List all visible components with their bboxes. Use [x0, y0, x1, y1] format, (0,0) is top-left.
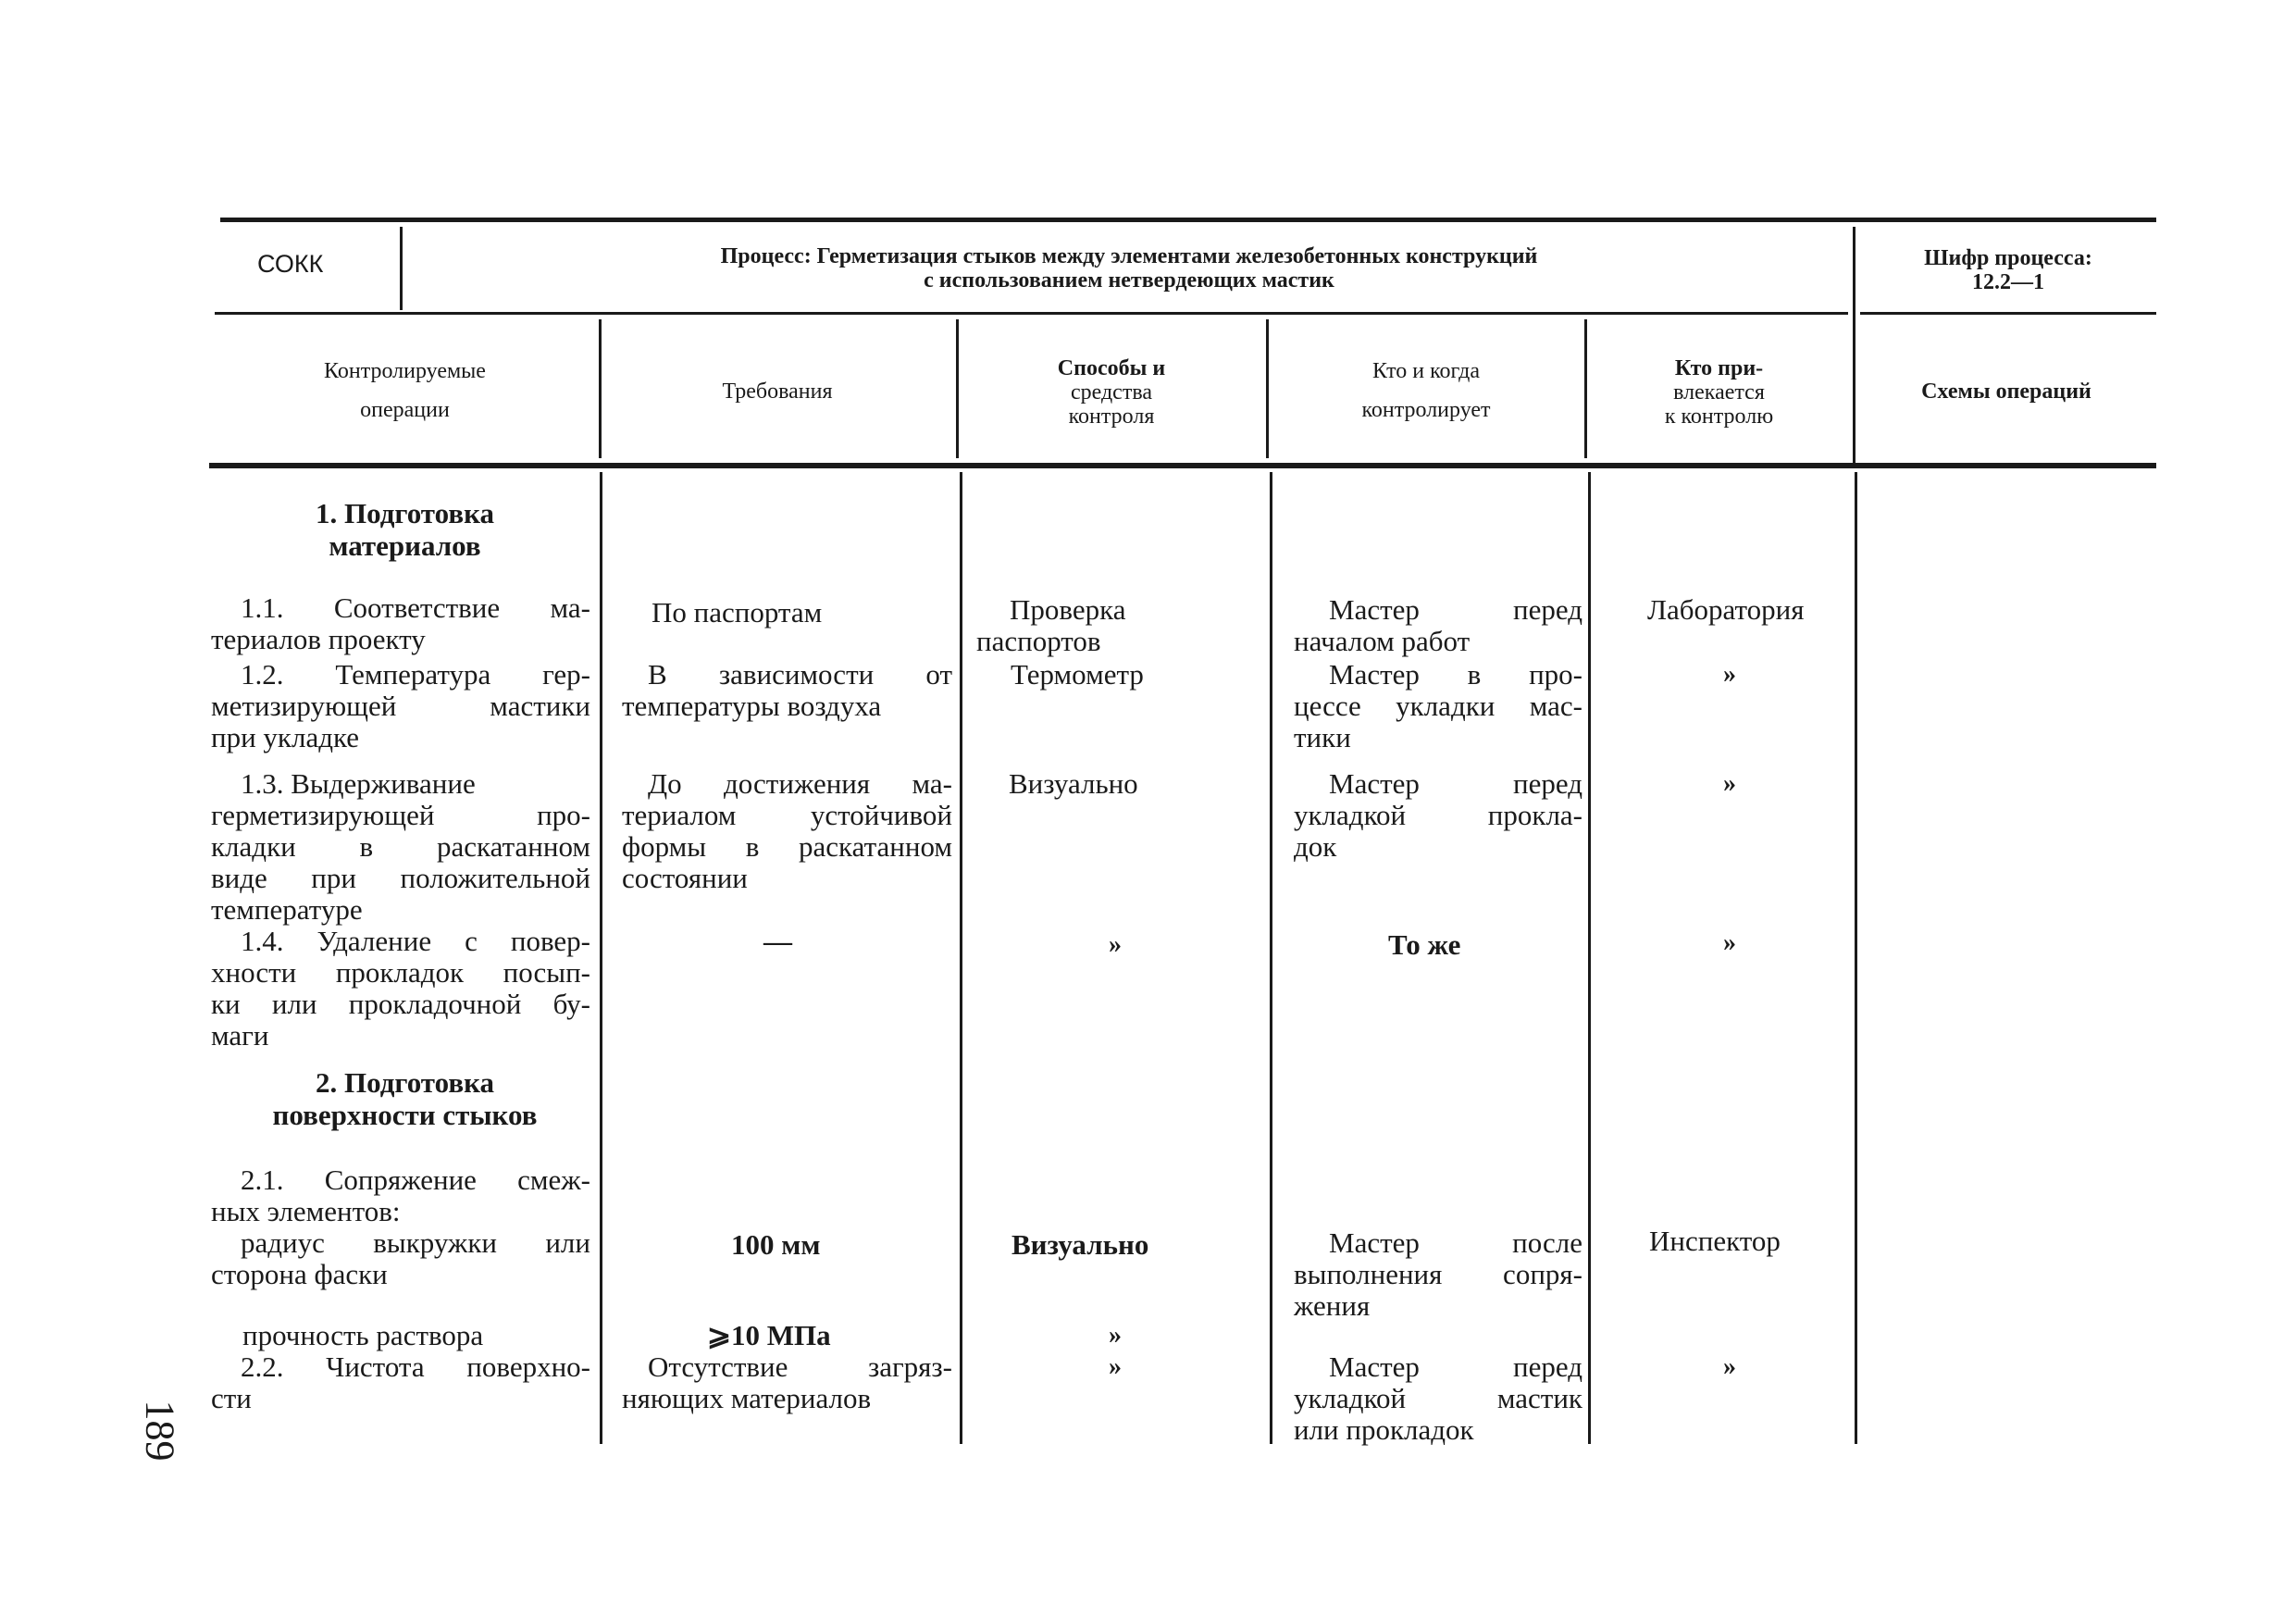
col5-line2: влекается [1673, 380, 1765, 404]
r13-op-2: герметизирующей про- [211, 799, 590, 831]
r22-who-1: Мастер перед [1329, 1350, 1582, 1383]
section-1-line2: материалов [329, 529, 481, 562]
r11-method-1: Проверка [1010, 593, 1126, 626]
page-number: 189 [137, 1400, 183, 1462]
row-1-4-who: То же [1388, 928, 1461, 961]
r12-who-2: цессе укладки мас- [1294, 690, 1582, 722]
row-1-2-who [1294, 659, 1582, 753]
row-2-2-method: » [1109, 1352, 1122, 1381]
row-2-1a-operation [211, 1227, 590, 1290]
r14-op-1: 1.4. Удаление с повер- [241, 925, 590, 957]
header-divider-2 [1853, 227, 1855, 467]
row-2-1a-requirement: 100 мм [731, 1228, 821, 1261]
row-1-4-requirement: — [763, 925, 792, 957]
col5-line1: Кто при- [1674, 356, 1764, 380]
r14-op-2: хности прокладок посып- [211, 956, 590, 989]
row-1-4-operation [211, 926, 590, 1052]
r12-req-2: температуры воздуха [622, 690, 882, 722]
r13-op-3: кладки в раскатанном [211, 830, 590, 863]
row-1-2-method: Термометр [1011, 658, 1144, 691]
row-1-3-operation [211, 768, 590, 926]
top-rule [220, 218, 2156, 222]
r13-req-3: формы в раскатанном [622, 830, 952, 863]
row-1-3-requirement [622, 768, 952, 894]
process-line-1: Процесс: Герметизация стыков между элементами железобетонных конструкций [720, 244, 1538, 268]
r22-req-1: Отсутствие загряз- [648, 1350, 952, 1383]
row-2-2-operation [211, 1351, 590, 1414]
sokk-label: СОКК [257, 250, 324, 278]
header-rule [215, 312, 1848, 315]
r13-op-5: температуре [211, 893, 363, 926]
body-divider-1 [600, 472, 602, 1444]
col-header-methods [959, 356, 1264, 429]
r21-op-2: ных элементов: [211, 1195, 401, 1227]
col3-line3: контроля [1068, 404, 1155, 429]
r12-req-1: В зависимости от [648, 658, 952, 691]
row-1-2-operation [211, 659, 590, 753]
row-1-4-involved: » [1723, 928, 1736, 957]
row-2-2-who [1294, 1351, 1582, 1446]
row-2-1b-requirement: ⩾10 МПа [707, 1319, 831, 1351]
cipher-value: 12.2—1 [1972, 270, 2044, 294]
col1-line2: операции [360, 398, 450, 422]
row-2-2-requirement [622, 1351, 952, 1414]
col-header-who-when [1269, 352, 1583, 429]
r22-op-1: 2.2. Чистота поверхно- [241, 1350, 590, 1383]
body-divider-2 [960, 472, 962, 1444]
row-1-1-method [976, 594, 1125, 657]
process-line-2: с использованием нетвердеющих мастик [924, 268, 1334, 292]
body-divider-4 [1588, 472, 1591, 1444]
r21a-op-2: сторона фаски [211, 1258, 388, 1290]
col-header-involved [1587, 356, 1851, 429]
r11-method-2: паспортов [976, 625, 1101, 657]
r22-req-2: няющих материалов [622, 1382, 872, 1414]
section-1-line1: 1. Подготовка [316, 497, 494, 529]
r14-op-3: ки или прокладочной бу- [211, 988, 590, 1020]
r11-op-2: териалов проекту [211, 623, 426, 655]
r12-who-3: тики [1294, 721, 1351, 753]
r21a-who-3: жения [1294, 1289, 1371, 1322]
r11-who-1: Мастер перед [1329, 593, 1582, 626]
row-1-4-method: » [1109, 930, 1122, 959]
r12-who-1: Мастер в про- [1329, 658, 1582, 691]
row-1-1-involved: Лаборатория [1647, 593, 1805, 626]
col4-line1: Кто и когда [1371, 359, 1481, 383]
r13-req-4: состоянии [622, 862, 748, 894]
r13-req-1: До достижения ма- [648, 767, 952, 800]
col-header-operations [213, 352, 597, 429]
r22-op-2: сти [211, 1382, 252, 1414]
header-divider-1 [400, 227, 403, 310]
section-1-title [213, 497, 597, 562]
row-1-2-requirement [622, 659, 952, 722]
section-2-line1: 2. Подготовка [316, 1066, 494, 1099]
process-cipher [1860, 246, 2156, 294]
row-1-1-requirement: По паспортам [652, 596, 823, 629]
row-2-1a-who [1294, 1227, 1582, 1322]
r13-who-2: укладкой прокла- [1294, 799, 1582, 831]
cipher-label: Шифр процесса: [1924, 246, 2092, 270]
r11-op-1: 1.1. Соответствие ма- [241, 591, 590, 624]
r21a-op-1: радиус выкружки или [241, 1226, 590, 1259]
row-2-1a-method: Визуально [1011, 1228, 1149, 1261]
r13-who-1: Мастер перед [1329, 767, 1582, 800]
r12-op-2: метизирующей мастики [211, 690, 590, 722]
col4-line2: контролирует [1361, 398, 1491, 422]
row-2-1a-involved: Инспектор [1649, 1225, 1781, 1257]
row-2-1-operation [211, 1164, 590, 1227]
row-1-3-method: Визуально [1009, 767, 1138, 800]
r12-op-1: 1.2. Температура гер- [241, 658, 590, 691]
section-2-title [213, 1066, 597, 1131]
r12-op-3: при укладке [211, 721, 360, 753]
process-title [407, 244, 1851, 292]
row-1-3-involved: » [1723, 769, 1736, 798]
row-1-1-who [1294, 594, 1582, 657]
row-2-1b-method: » [1109, 1321, 1122, 1350]
row-1-3-who [1294, 768, 1582, 863]
r22-who-3: или прокладок [1294, 1413, 1474, 1446]
body-divider-5 [1855, 472, 1857, 1444]
col2-line1: Требования [722, 380, 833, 404]
r13-req-2: териалом устойчивой [622, 799, 952, 831]
r22-who-2: укладкой мастик [1294, 1382, 1582, 1414]
row-2-2-involved: » [1723, 1352, 1736, 1381]
row-1-2-involved: » [1723, 660, 1736, 689]
col1-line1: Контролируемые [324, 359, 486, 383]
r11-who-2: началом работ [1294, 625, 1471, 657]
col6-line1: Схемы операций [1921, 380, 2091, 404]
col-header-schemes [1858, 380, 2154, 404]
r21a-who-1: Мастер после [1329, 1226, 1582, 1259]
col-header-requirements [602, 380, 953, 404]
r21-op-1: 2.1. Сопряжение смеж- [241, 1164, 590, 1196]
r21a-who-2: выполнения сопря- [1294, 1258, 1582, 1290]
col5-line3: к контролю [1664, 404, 1774, 429]
section-2-line2: поверхности стыков [272, 1099, 538, 1131]
col3-line2: средства [1070, 380, 1152, 404]
r13-op-4: виде при положительной [211, 862, 590, 894]
col3-line1: Способы и [1057, 356, 1166, 380]
header-rule-right [1860, 312, 2156, 315]
column-header-rule [209, 463, 2156, 468]
r13-op-1: 1.3. Выдерживание [241, 767, 476, 800]
row-2-1b-operation: прочность раствора [242, 1319, 484, 1351]
row-1-1-operation [211, 592, 590, 655]
body-divider-3 [1270, 472, 1272, 1444]
r14-op-4: маги [211, 1019, 269, 1052]
r13-who-3: док [1294, 830, 1337, 863]
